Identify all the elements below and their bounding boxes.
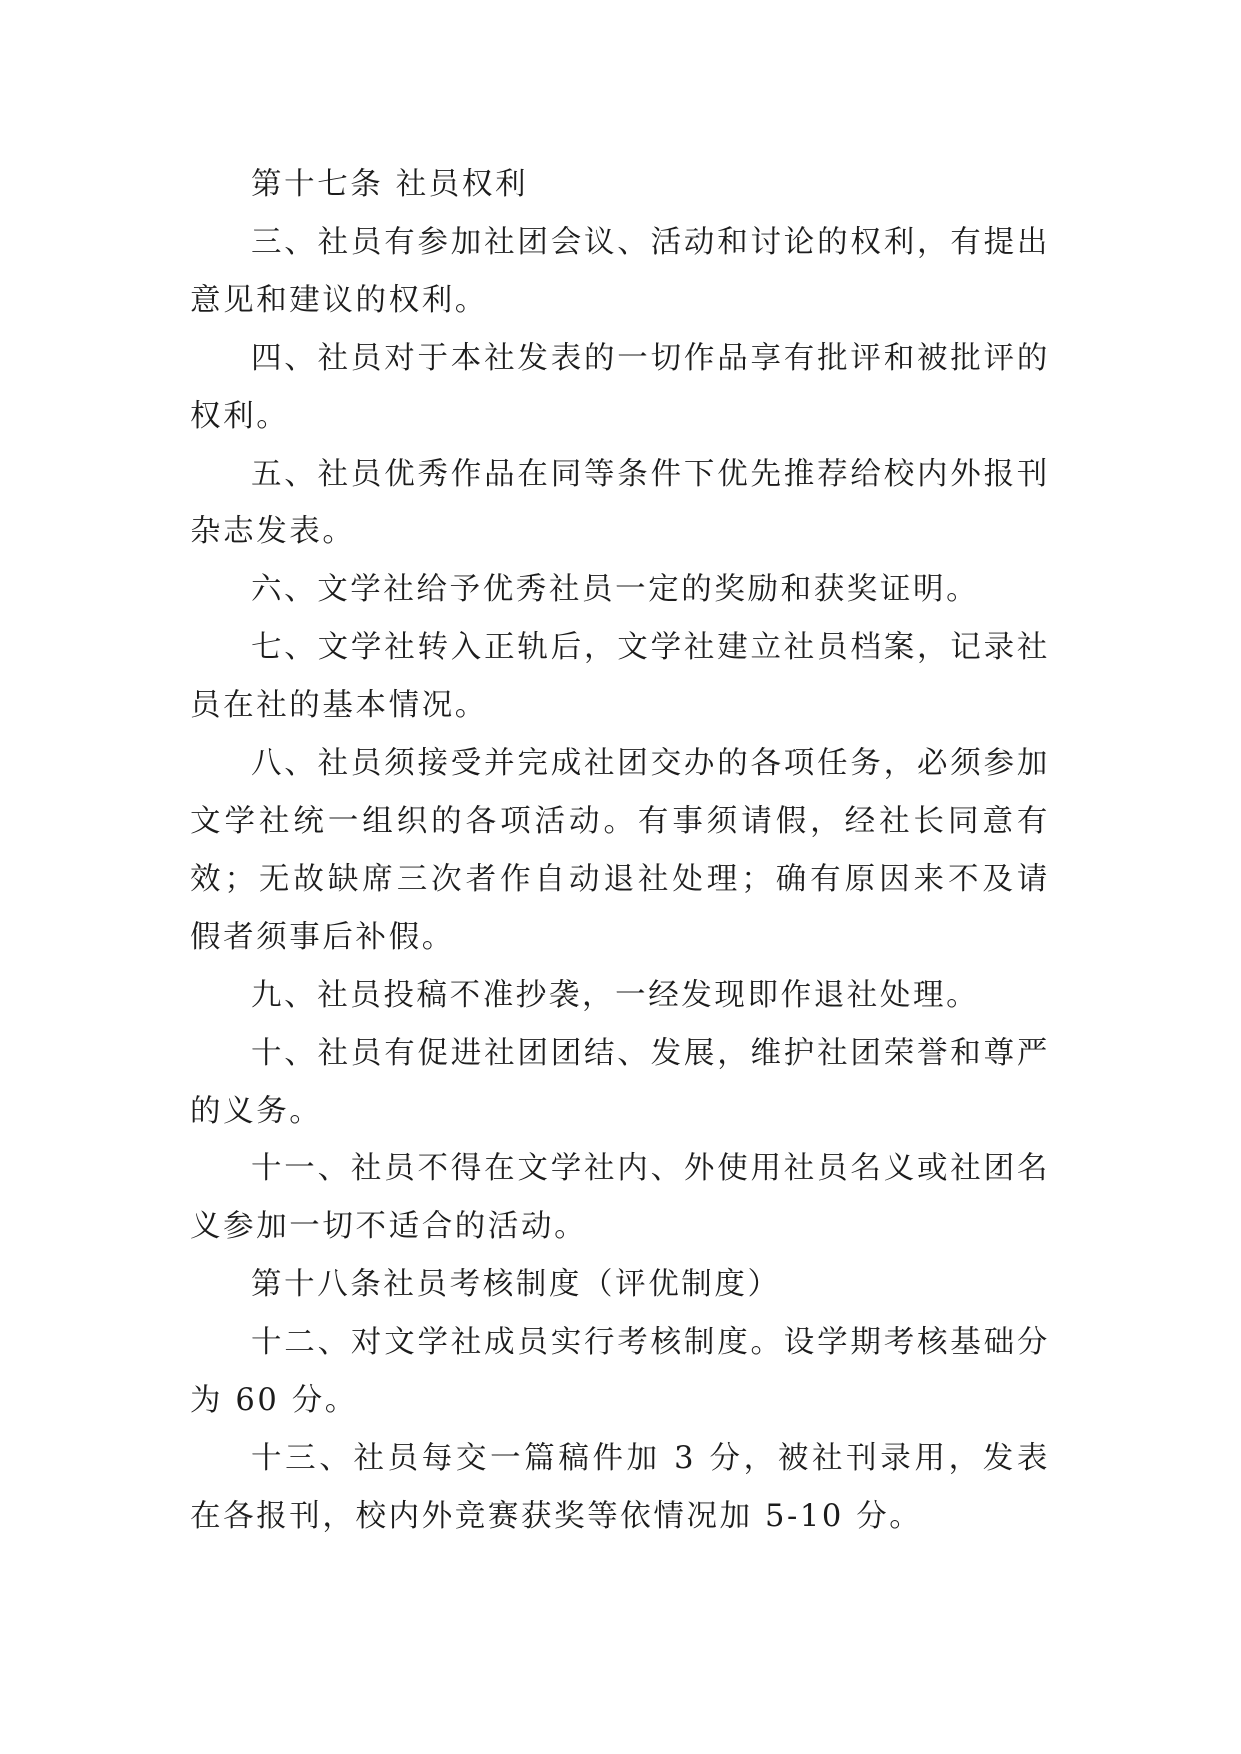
paragraph: 三、社员有参加社团会议、活动和讨论的权利，有提出意见和建议的权利。 bbox=[190, 224, 1050, 318]
paragraph: 十、社员有促进社团团结、发展，维护社团荣誉和尊严的义务。 bbox=[190, 1035, 1050, 1129]
paragraph: 六、文学社给予优秀社员一定的奖励和获奖证明。 bbox=[251, 572, 980, 608]
document-body bbox=[190, 156, 1050, 1546]
paragraph: 九、社员投稿不准抄袭，一经发现即作退社处理。 bbox=[251, 977, 980, 1013]
article-heading: 第十七条 社员权利 bbox=[251, 167, 529, 202]
paragraph: 五、社员优秀作品在同等条件下优先推荐给校内外报刊杂志发表。 bbox=[190, 456, 1050, 550]
paragraph: 七、文学社转入正轨后，文学社建立社员档案，记录社员在社的基本情况。 bbox=[190, 630, 1050, 724]
paragraph: 十二、对文学社成员实行考核制度。设学期考核基础分为 60 分。 bbox=[190, 1325, 1050, 1419]
paragraph: 十三、社员每交一篇稿件加 3 分，被社刊录用，发表在各报刊，校内外竞赛获奖等依情况加 5-10 分。 bbox=[190, 1440, 1050, 1534]
paragraph: 八、社员须接受并完成社团交办的各项任务，必须参加文学社统一组织的各项活动。有事须请假，经社长同意有效；无故缺席三次者作自动退社处理；确有原因来不及请假者须事后补假。 bbox=[190, 746, 1050, 955]
article-heading: 第十八条社员考核制度（评优制度） bbox=[251, 1267, 781, 1303]
paragraph: 十一、社员不得在文学社内、外使用社员名义或社团名义参加一切不适合的活动。 bbox=[190, 1151, 1050, 1245]
paragraph: 四、社员对于本社发表的一切作品享有批评和被批评的权利。 bbox=[190, 340, 1050, 434]
